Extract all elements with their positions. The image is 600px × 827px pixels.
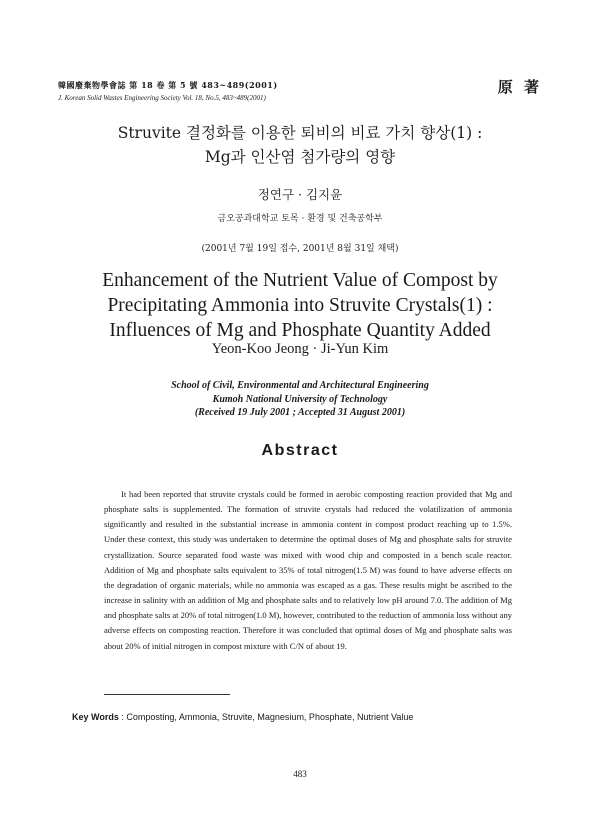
abstract-heading: Abstract xyxy=(261,442,339,459)
korean-authors: 정연구 · 김지윤 xyxy=(257,187,343,202)
english-affiliation xyxy=(0,379,600,420)
keywords-label: Key Words xyxy=(72,712,119,722)
korean-affiliation: 금오공과대학교 토목 · 환경 및 건축공학부 xyxy=(217,214,383,224)
english-authors: Yeon-Koo Jeong · Ji-Yun Kim xyxy=(211,341,389,357)
english-affiliation-line1: School of Civil, Environmental and Architectural Engineering xyxy=(171,380,429,391)
english-title-line1: Enhancement of the Nutrient Value of Compost by xyxy=(102,270,498,291)
article-category: 原 著 xyxy=(497,78,542,96)
english-title xyxy=(0,268,600,343)
korean-dates: (2001년 7월 19일 접수, 2001년 8월 31일 채택) xyxy=(201,244,399,254)
keywords xyxy=(72,712,413,722)
korean-title-line1: Struvite 결정화를 이용한 퇴비의 비료 가치 향상(1) : xyxy=(117,124,483,142)
abstract-body: It had been reported that struvite crystals could be formed in aerobic composting reaction provided that Mg and phosphate salts is supplemented. The formation of struvite crystals had reduced the volatilization of ammonia significantly and resulted in the substantial increase in ammonia content in compost product reaching up to 1.5%. Under these context, this study was undertaken to determine the optimal doses of Mg and phosphate salts for struvite crystallization. Source separated food waste was mixed with wood chip and composted in a bench scale reactor. Addition of Mg and phosphate salts equivalent to 35% of total nitrogen(1.5 M) was found to have adverse effects on the degradation of organic materials, while no ammonia was escaped as a gas. These results might be ascribed to the increase in salinity with an addition of Mg and phosphate salts and to relatively low pH around 7.0. The addition of Mg and phosphate salts at 20% of total nitrogen(1.0 M), however, contributed to the reduction of ammonia loss without any adverse effects on composting reaction. Therefore it was concluded that optimal doses of Mg and phosphate salts was about 20% of initial nitrogen in compost mixture with C/N of about 19. xyxy=(104,489,512,651)
english-title-line2: Precipitating Ammonia into Struvite Crystals(1) : xyxy=(107,295,493,316)
keywords-values: : Composting, Ammonia, Struvite, Magnesium, Phosphate, Nutrient Value xyxy=(118,712,414,722)
journal-header-korean: 韓國廢棄物學會誌 第 18 卷 第 5 號 483~489(2001) xyxy=(58,80,278,90)
english-title-line3: Influences of Mg and Phosphate Quantity Added xyxy=(109,320,491,341)
page-number: 483 xyxy=(293,769,307,779)
english-dates: (Received 19 July 2001 ; Accepted 31 August 2001) xyxy=(194,407,406,418)
korean-title xyxy=(0,121,600,169)
journal-header-english: J. Korean Solid Wastes Engineering Society Vol. 18, No.5, 483~489(2001) xyxy=(58,94,266,102)
english-affiliation-line2: Kumoh National University of Technology xyxy=(212,393,388,405)
footnote-divider xyxy=(104,694,230,695)
korean-title-line2: Mg과 인산염 첨가량의 영향 xyxy=(204,148,396,166)
